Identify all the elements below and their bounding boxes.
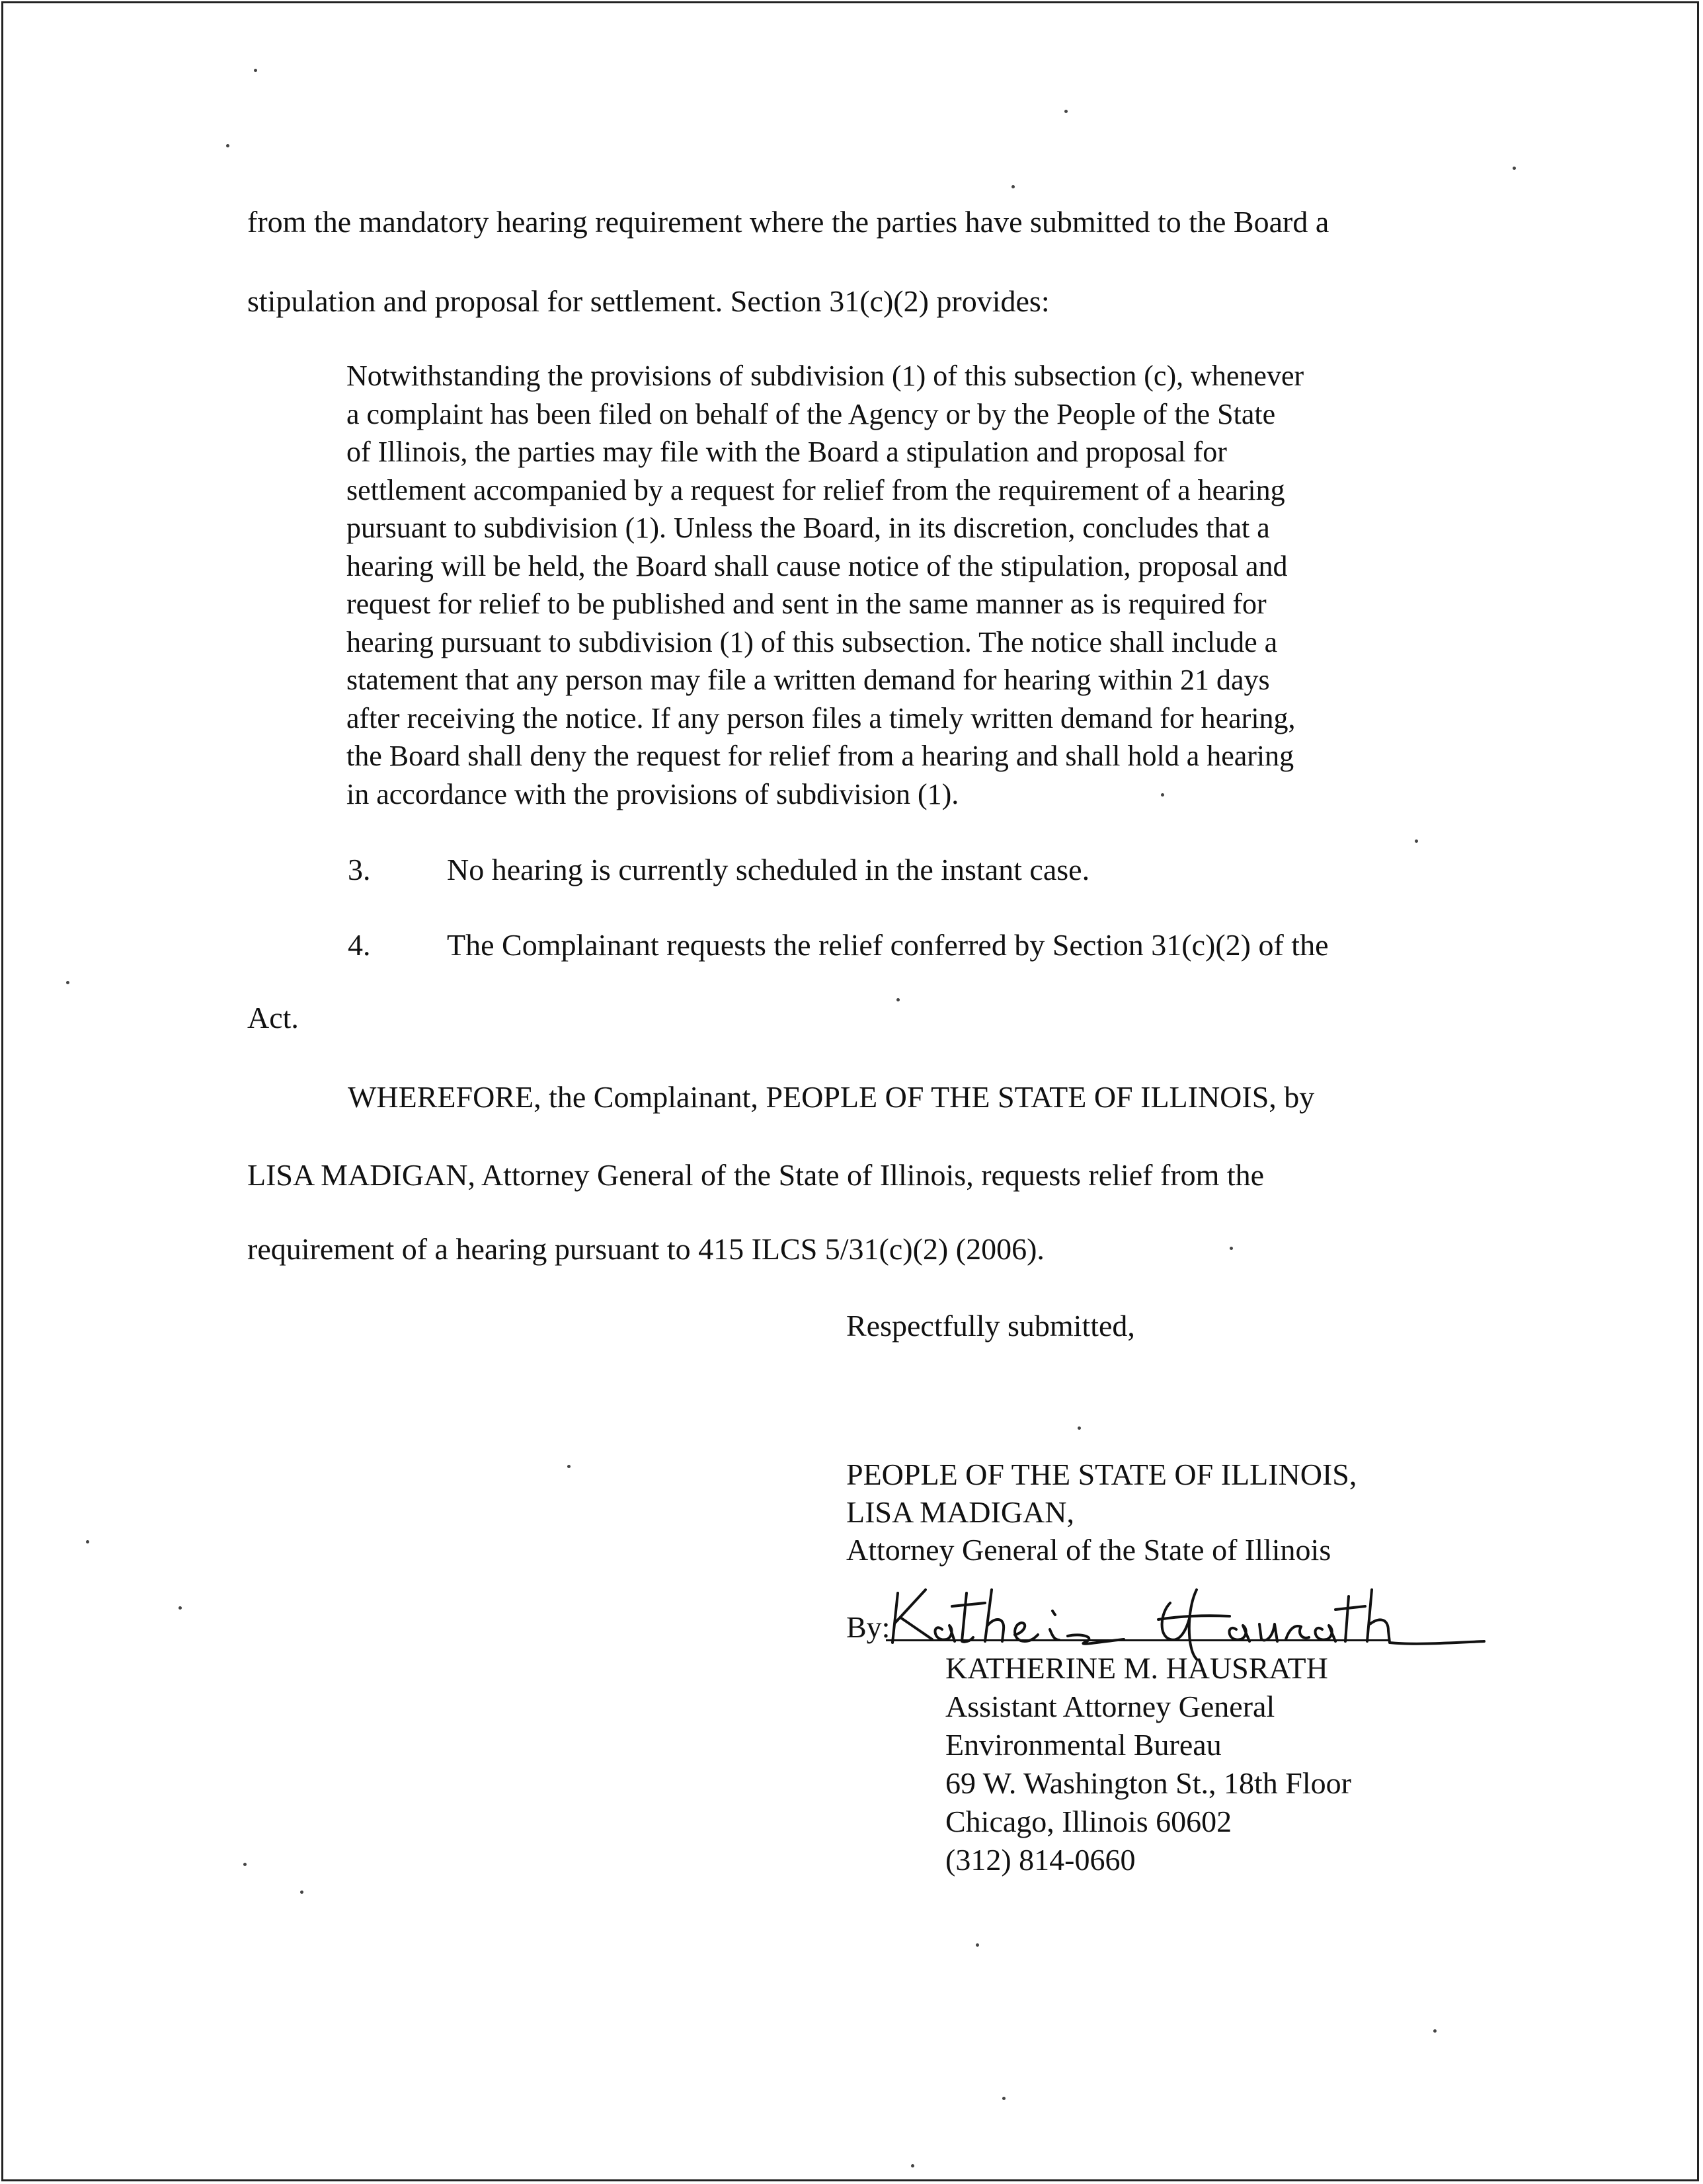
scan-speck xyxy=(1513,167,1516,170)
scan-speck xyxy=(1415,839,1418,843)
quote-line: the Board shall deny the request for relief from a hearing and shall hold a hearing xyxy=(346,740,1294,772)
scan-speck xyxy=(1433,2029,1437,2033)
quote-line: Notwithstanding the provisions of subdivision (1) of this subsection (c), whenever xyxy=(346,360,1304,392)
attorney-block xyxy=(945,1649,1351,1879)
scan-speck xyxy=(1161,793,1164,797)
quote-line: hearing pursuant to subdivision (1) of this subsection. The notice shall include a xyxy=(346,625,1278,658)
quote-line: request for relief to be published and sent in the same manner as is required for xyxy=(346,588,1267,620)
wherefore-line-3: requirement of a hearing pursuant to 415 ILCS 5/31(c)(2) (2006). xyxy=(247,1232,1045,1266)
scan-speck xyxy=(254,69,257,72)
scan-speck xyxy=(178,1606,182,1610)
scan-speck xyxy=(1078,1426,1081,1430)
scan-speck xyxy=(86,1540,89,1543)
scan-speck xyxy=(1011,185,1015,188)
scan-speck xyxy=(911,2164,914,2167)
paragraph-3-number: 3. xyxy=(348,853,371,886)
scan-speck xyxy=(66,981,69,984)
quote-line: in accordance with the provisions of subdivision (1). xyxy=(346,777,959,810)
scan-speck xyxy=(1002,2097,1006,2100)
scan-speck xyxy=(1230,1247,1233,1250)
scan-speck xyxy=(1064,110,1068,113)
quote-line: settlement accompanied by a request for relief from the requirement of a hearing xyxy=(346,473,1285,506)
signature-block xyxy=(846,1456,1357,1569)
attorney-general-name: LISA MADIGAN, xyxy=(846,1495,1074,1529)
attorney-name: KATHERINE M. HAUSRATH xyxy=(945,1651,1328,1685)
quote-line: of Illinois, the parties may file with the Board a stipulation and proposal for xyxy=(346,436,1227,468)
by-label: By: xyxy=(846,1610,891,1644)
intro-line-2: stipulation and proposal for settlement. Section 31(c)(2) provides: xyxy=(247,284,1050,318)
paragraph-3-text: No hearing is currently scheduled in the instant case. xyxy=(447,853,1090,886)
quote-line: a complaint has been filed on behalf of the Agency or by the People of the State xyxy=(346,397,1276,430)
paragraph-4-number: 4. xyxy=(348,928,371,962)
statute-quote xyxy=(346,357,1457,813)
respectfully-submitted: Respectfully submitted, xyxy=(846,1309,1135,1343)
paragraph-4-continuation: Act. xyxy=(247,1001,299,1034)
quote-line: pursuant to subdivision (1). Unless the Board, in its discretion, concludes that a xyxy=(346,512,1270,544)
attorney-city: Chicago, Illinois 60602 xyxy=(945,1805,1232,1838)
scan-speck xyxy=(226,144,229,147)
quote-line: hearing will be held, the Board shall cause notice of the stipulation, proposal and xyxy=(346,549,1288,582)
scan-speck xyxy=(896,998,900,1001)
quote-line: statement that any person may file a written demand for hearing within 21 days xyxy=(346,664,1270,696)
paragraph-4-text: The Complainant requests the relief conferred by Section 31(c)(2) of the xyxy=(447,928,1329,962)
wherefore-line-1: WHEREFORE, the Complainant, PEOPLE OF THE STATE OF ILLINOIS, by xyxy=(348,1080,1315,1114)
attorney-bureau: Environmental Bureau xyxy=(945,1728,1222,1762)
attorney-phone: (312) 814-0660 xyxy=(945,1843,1136,1877)
attorney-address: 69 W. Washington St., 18th Floor xyxy=(945,1766,1351,1800)
intro-line-1: from the mandatory hearing requirement where the parties have submitted to the Board a xyxy=(247,205,1329,239)
scan-speck xyxy=(243,1863,247,1866)
attorney-title: Assistant Attorney General xyxy=(945,1690,1275,1723)
scan-speck xyxy=(567,1465,571,1468)
wherefore-line-2: LISA MADIGAN, Attorney General of the State of Illinois, requests relief from the xyxy=(247,1158,1265,1192)
scan-speck xyxy=(300,1891,303,1894)
quote-line: after receiving the notice. If any person files a timely written demand for hearing, xyxy=(346,701,1296,734)
scan-speck xyxy=(976,1943,979,1947)
attorney-general-title: Attorney General of the State of Illinois xyxy=(846,1533,1331,1567)
party-name: PEOPLE OF THE STATE OF ILLINOIS, xyxy=(846,1458,1357,1491)
